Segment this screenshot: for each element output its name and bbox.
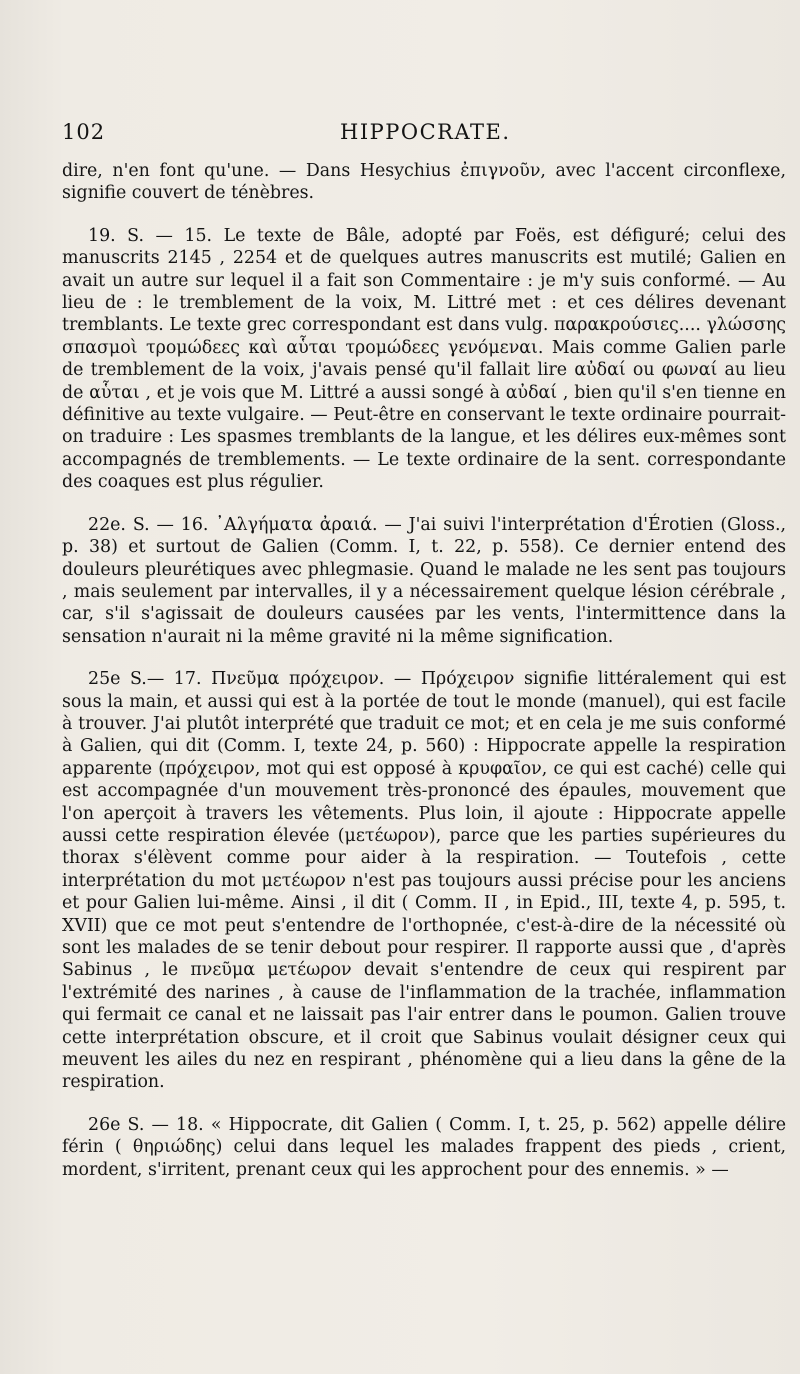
note-label: 25e S.— 17. xyxy=(88,669,202,690)
note-22 xyxy=(62,514,786,648)
note-26 xyxy=(62,1114,786,1181)
note-text: ᾿Αλγήματα ἀραιά. — J'ai suivi l'interprétation d'Érotien (Gloss., p. 38) et surtout de Galien (Comm. I, t. 22, p. 558). Ce dernier entend des douleurs pleurétiques avec phlegmasie. Quand le malade ne les sent pas toujours , mais seulement par intervalles, il y a nécessairement quelque lésion cérébrale , car, s'il s'agissait de douleurs causées par les vents, l'intermittence dans la sensation n'aurait ni la même gravité ni la même signification. xyxy=(62,514,786,647)
running-title: HIPPOCRATE. xyxy=(340,120,511,144)
page-number: 102 xyxy=(62,120,106,144)
body-text xyxy=(62,160,786,1181)
note-label: 19. S. — 15. xyxy=(88,225,213,246)
continuation-paragraph: dire, n'en font qu'une. — Dans Hesychius ἐπιγνοῦν, avec l'accent circonflexe, signifie couvert de ténèbres. xyxy=(62,161,786,204)
note-text: Πνεῦμα πρόχειρον. — Πρόχειρον signifie littéralement qui est sous la main, et aussi qui est à la portée de tout le monde (manuel), qui est facile à trouver. J'ai plutôt interprété que traduit ce mot; et en cela je me suis conformé à Galien, qui dit (Comm. I, texte 24, p. 560) : Hippocrate appelle la respiration apparente (πρόχειρον, mot qui est opposé à κρυφαῖον, ce qui est caché) celle qui est accompagnée d'un mouvement très-prononcé des épaules, mouvement que l'on aperçoit à travers les vêtements. Plus loin, il ajoute : Hippocrate appelle aussi cette respiration élevée (μετέωρον), parce que les parties supérieures du thorax s'élèvent comme pour aider à la respiration. — Toutefois , cette interprétation du mot μετέωρον n'est pas toujours aussi précise pour les anciens et pour Galien lui-même. Ainsi , il dit ( Comm. II , in Epid., III, texte 4, p. 595, t. XVII) que ce mot peut s'entendre de l'orthopnée, c'est-à-dire de la nécessité où sont les malades de se tenir debout pour respirer. Il rapporte aussi que , d'après Sabinus , le πνεῦμα μετέωρον devait s'entendre de ceux qui respirent par l'extrémité des narines , à cause de l'inflammation de la trachée, inflammation qui fermait ce canal et ne laissait pas l'air entrer dans le poumon. Galien trouve cette interprétation obscure, et il croit que Sabinus voulait désigner ceux qui meuvent les ailes du nez en respirant , phénomène qui a lieu dans la gêne de la respiration. xyxy=(62,669,786,1093)
note-text: Le texte de Bâle, adopté par Foës, est défiguré; celui des manuscrits 2145 , 2254 et de quelques autres manuscrits est mutilé; Galien en avait un autre sur lequel il a fait son Commentaire : je m'y suis conformé. — Au lieu de : le tremblement de la voix, M. Littré met : et ces délires devenant tremblants. Le texte grec correspondant est dans vulg. παρακρούσιες.... γλώσσης σπασμοὶ τρομώδεες καὶ αὗται τρομώδεες γενόμεναι. Mais comme Galien parle de tremblement de la voix, j'avais pensé qu'il fallait lire αὐδαί ou φωναί au lieu de αὗται , et je vois que M. Littré a aussi songé à αὐδαί , bien qu'il s'en tienne en définitive au texte vulgaire. — Peut-être en conservant le texte ordinaire pourrait-on traduire : Les spasmes tremblants de la langue, et les délires eux-mêmes sont accompagnés de tremblements. — Le texte ordinaire de la sent. correspondante des coaques est plus régulier. xyxy=(62,225,787,493)
note-25 xyxy=(62,668,786,1094)
page-bottom-margin xyxy=(0,1294,800,1374)
note-19 xyxy=(62,225,786,494)
note-label: 26e S. — 18. xyxy=(88,1114,204,1135)
page-header xyxy=(62,120,780,160)
note-text: « Hippocrate, dit Galien ( Comm. I, t. 25, p. 562) appelle délire férin ( θηριώδης) celui dans lequel les malades frappent des pieds , crient, mordent, s'irritent, prenant ceux qui les approchent pour des ennemis. » — xyxy=(62,1114,787,1180)
note-label: 22e. S. — 16. xyxy=(88,514,209,535)
